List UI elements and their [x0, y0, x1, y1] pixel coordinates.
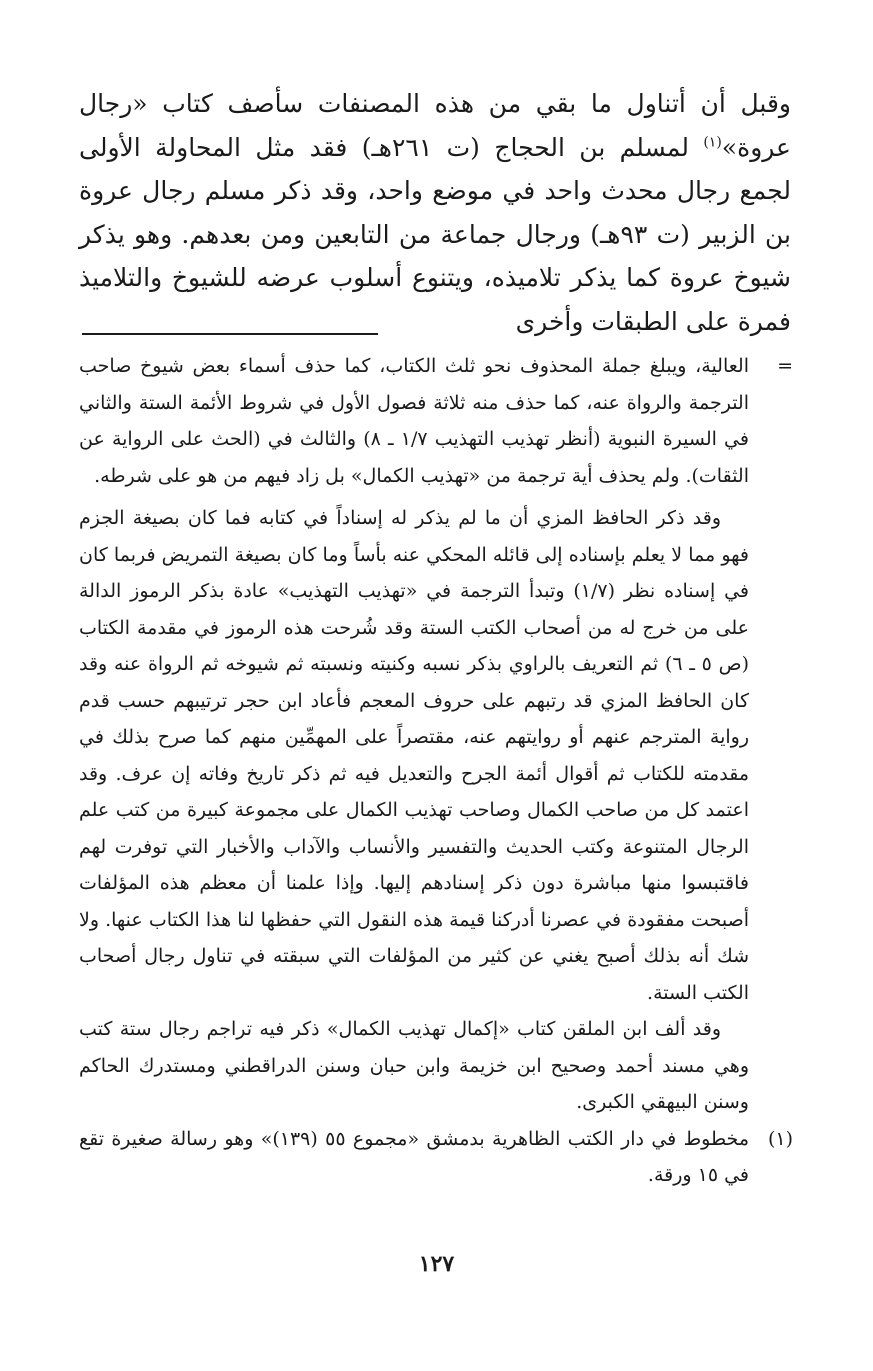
footnote-1-mark: (١)	[767, 1127, 793, 1150]
footnote-continuation	[79, 348, 791, 494]
footnote-reference-1: (١)	[703, 134, 722, 151]
footnote-separator	[82, 333, 378, 335]
main-paragraph	[79, 82, 791, 343]
footnote-1-text: مخطوط في دار الكتب الظاهرية بدمشق «مجموع ٥٥ (١٣٩)» وهو رسالة صغيرة تقع في ١٥ ورقة.	[79, 1127, 749, 1186]
footnote-paragraph: وقد ألف ابن الملقن كتاب «إكمال تهذيب الكمال» ذكر فيه تراجم رجال ستة كتب وهي مسند أحمد وصحيح ابن خزيمة وابن حبان وسنن الدراقطني ومستدرك الحاكم وسنن البيهقي الكبرى.	[79, 1018, 749, 1113]
footnotes-section	[79, 348, 791, 1194]
main-text-part-1: وقبل أن أتناول ما بقي من هذه المصنفات سأصف كتاب «رجال عروة»	[79, 89, 791, 162]
page-number: ١٢٧	[418, 1251, 455, 1277]
footnote-paragraph: وقد ذكر الحافظ المزي أن ما لم يذكر له إسناداً في كتابه فما كان بصيغة الجزم فهو مما لا يعلم بإسناده إلى قائله المحكي عنه بأساً وما كان بصيغة التمريض فربما كان في إسناده نظر (١/٧) وتبدأ الترجمة في «تهذيب التهذيب» عادة بذكر الرموز الدالة على من خرج له من أصحاب الكتب الستة وقد شُرحت هذه الرموز في مقدمة الكتاب (ص ٥ ـ ٦) ثم التعريف بالراوي بذكر نسبه وكنيته ونسبته ثم شيوخه ثم الرواة عنه وقد كان الحافظ المزي قد رتبهم على حروف المعجم فأعاد ابن حجر ترتيبهم حسب قدم رواية المترجم عنهم أو روايتهم عنه، مقتصراً على المهمِّين منهم كما صرح بذلك في مقدمته للكتاب ثم أقوال أئمة الجرح والتعديل فيه ثم ذكر تاريخ وفاته إن عرف. وقد اعتمد كل من صاحب الكمال وصاحب تهذيب الكمال على مجموعة كبيرة من كتب علم الرجال المتنوعة وكتب الحديث والتفسير والأنساب والآداب والأخبار التي توفرت لهم فاقتبسوا منها مباشرة دون ذكر إسنادهم إليها. وإذا علمنا أن معظم هذه المؤلفات أصبحت مفقودة في عصرنا أدركنا قيمة هذه النقول التي حفظها لنا هذا الكتاب عنها. ولا شك أنه بذلك أصبح يغني عن كثير من المؤلفات التي سبقته في تناول رجال أصحاب الكتب الستة.	[79, 507, 750, 1004]
continuation-text: العالية، ويبلغ جملة المحذوف نحو ثلث الكتاب، كما حذف أسماء بعض شيوخ صاحب الترجمة والرواة عنه، كما حذف منه ثلاثة فصول الأول في شروط الأئمة الستة والثاني في السيرة النبوية (أنظر تهذيب التهذيب ١/٧ ـ ٨) والثالث في (الحث على الرواية عن الثقات). ولم يحذف أية ترجمة من «تهذيب الكمال» بل زاد فيهم من هو على شرطه.	[79, 355, 749, 487]
continuation-mark: =	[777, 355, 793, 377]
footnote-1	[79, 1121, 791, 1194]
main-text-part-2: لمسلم بن الحجاج (ت ٢٦١هـ) فقد مثل المحاولة الأولى لجمع رجال محدث واحد في موضع واحد، وقد ذكر مسلم رجال عروة بن الزبير (ت ٩٣هـ) ورجال جماعة من التابعين ومن بعدهم. وهو يذكر شيوخ عروة كما يذكر تلاميذه، ويتنوع أسلوب عرضه للشيوخ والتلاميذ فمرة على الطبقات وأخرى	[79, 132, 791, 336]
